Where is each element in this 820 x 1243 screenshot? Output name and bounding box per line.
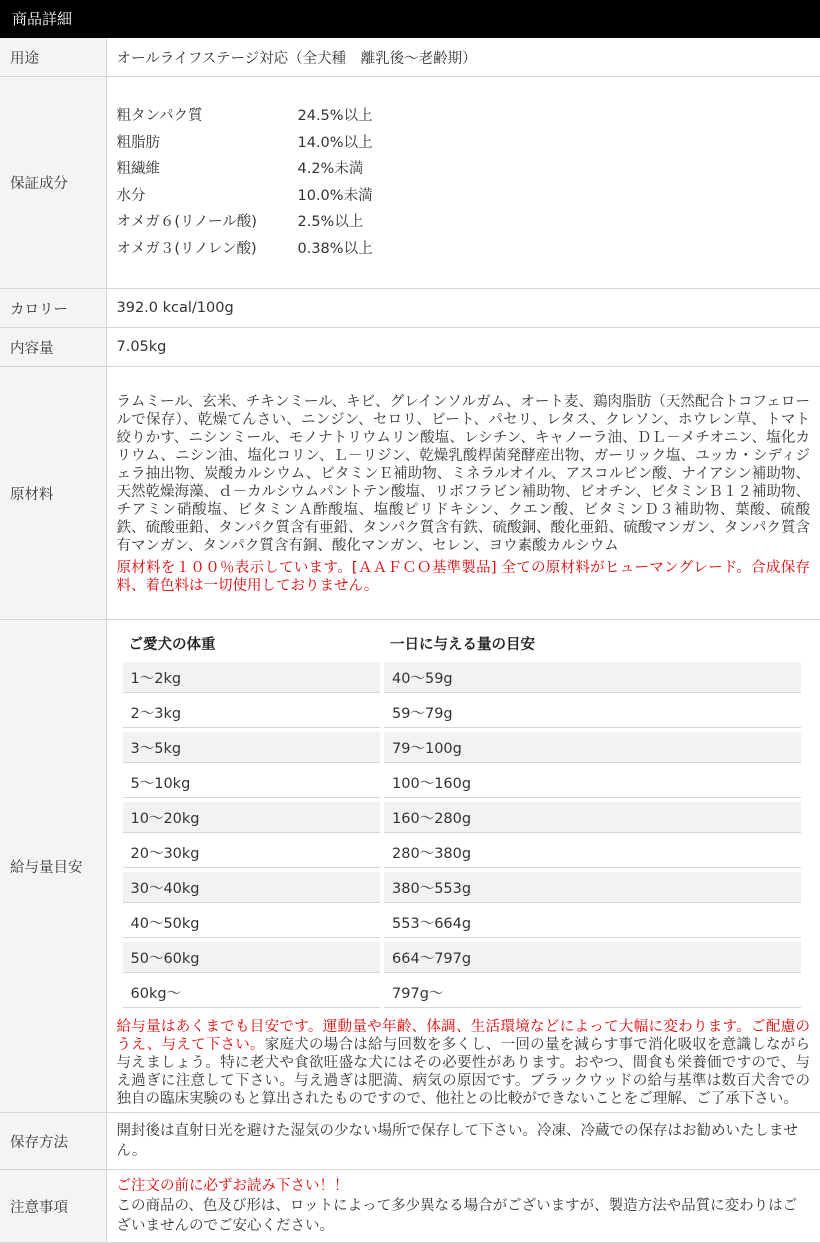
feeding-weight: 10～20kg (123, 802, 381, 833)
row-label: 内容量 (0, 328, 106, 367)
calorie-value: 392.0 kcal/100g (106, 289, 820, 328)
product-detail-table (0, 38, 820, 1243)
guarantee-value: 0.38%以上 (297, 240, 373, 257)
feeding-row (123, 767, 801, 798)
feeding-note-text: 家庭犬の場合は給与回数を多くし、一回の量を減らす事で消化吸収を意識しながら与えましょう。特に老犬や食欲旺盛な犬にはその必要性があります。おやつ、間食も栄養価ですので、与え過ぎに注意して下さい。与え過ぎは肥満、病気の原因です。ブラックウッドの給与基準は数百犬舎での独自の臨床実験のもと算出されたものですので、他社との比較ができないことをご理解、ご了承下さい。 (116, 1037, 811, 1107)
row-label: 保存方法 (0, 1113, 106, 1170)
feeding-amount: 100～160g (384, 767, 800, 798)
guarantee-name: 粗脂肪 (116, 134, 160, 151)
feeding-weight: 60kg～ (123, 977, 381, 1008)
row-guarantee (0, 77, 820, 289)
row-label: 保証成分 (0, 77, 106, 289)
feeding-weight: 5～10kg (123, 767, 381, 798)
feeding-amount: 553～664g (384, 907, 800, 938)
guarantee-name: 水分 (116, 187, 146, 204)
guarantee-value: 10.0%未満 (297, 187, 373, 204)
feeding-row (123, 907, 801, 938)
feeding-col-amount: 一日に与える量の目安 (390, 636, 536, 653)
feeding-amount: 380～553g (384, 872, 800, 903)
guarantee-name: オメガ３(リノレン酸) (116, 240, 257, 257)
ingredients-note: 原材料を１００％表示しています。[ＡＡＦＣＯ基準製品] 全ての原材料がヒューマングレード。合成保存料、着色料は一切使用しておりません。 (116, 560, 810, 594)
row-use (0, 38, 820, 77)
section-header (0, 0, 820, 38)
row-quantity (0, 328, 820, 367)
feeding-weight: 1～2kg (123, 662, 381, 693)
guarantee-name: 粗繊維 (116, 161, 160, 177)
feeding-weight: 20～30kg (123, 837, 381, 868)
feeding-amount: 59～79g (384, 697, 800, 728)
row-label: 原材料 (0, 367, 106, 620)
feeding-amount: 40～59g (384, 662, 800, 693)
row-notice (0, 1170, 820, 1243)
row-label: 用途 (0, 38, 106, 77)
guarantee-value: 14.0%以上 (297, 134, 373, 151)
row-calorie (0, 289, 820, 328)
feeding-note-warning: 給与量はあくまでも目安です。運動量や年齢、体調、生活環境などによって大幅に変わります。ご配慮のうえ、与えて下さい。 (116, 1019, 810, 1053)
guarantee-value: 4.2%未満 (297, 161, 364, 177)
feeding-weight: 3～5kg (123, 732, 381, 763)
section-title: 商品詳細 (12, 10, 73, 28)
row-label: 給与量目安 (0, 620, 106, 1113)
feeding-amount: 160～280g (384, 802, 800, 833)
storage-value: 開封後は直射日光を避けた湿気の少ない場所で保存して下さい。冷凍、冷蔵での保存はお勧めいたしません。 (116, 1123, 798, 1159)
feeding-table (119, 624, 805, 1012)
feeding-row (123, 837, 801, 868)
guarantee-item (117, 156, 811, 183)
guarantee-value: 24.5%以上 (297, 108, 373, 124)
feeding-row (123, 942, 801, 973)
guarantee-item (117, 236, 811, 263)
guarantee-value: 2.5%以上 (297, 214, 364, 230)
feeding-amount: 79～100g (384, 732, 800, 763)
guarantee-item (117, 209, 811, 236)
row-feeding (0, 620, 820, 1113)
feeding-amount: 797g～ (384, 977, 800, 1008)
ingredients-text: ラムミール、玄米、チキンミール、キビ、グレインソルガム、オート麦、鶏肉脂肪（天然配合トコフェロールで保存）、乾燥てんさい、ニンジン、セロリ、ビート、パセリ、レタス、クレソン、ホウレン草、トマト絞りかす、ニシンミール、モノナトリウムリン酸塩、レシチン、キャノーラ油、ＤＬ－メチオニン、塩化カリウム、ニシン油、塩化コリン、Ｌ－リジン、乾燥乳酸桿菌発酵産出物、ガーリック塩、ユッカ・シディジェラ抽出物、炭酸カルシウム、ビタミンＥ補助物、ミネラルオイル、アスコルビン酸、ナイアシン補助物、天然乾燥海藻、ｄ－カルシウムパントテン酸塩、リボフラビン補助物、ビオチン、ビタミンＢ１２補助物、チアミン硝酸塩、ビタミンＡ酢酸塩、塩酸ピリドキシン、クエン酸、ビタミンＤ３補助物、葉酸、硫酸鉄、硫酸亜鉛、タンパク質含有亜鉛、タンパク質含有鉄、硫酸銅、酸化亜鉛、硫酸マンガン、タンパク質含有マンガン、タンパク質含有銅、酸化マンガン、セレン、ヨウ素酸カルシウム (116, 394, 810, 554)
row-label: カロリー (0, 289, 106, 328)
guarantee-name: オメガ６(リノール酸) (116, 214, 257, 230)
feeding-weight: 30～40kg (123, 872, 381, 903)
feeding-row (123, 977, 801, 1008)
feeding-row (123, 697, 801, 728)
feeding-amount: 664～797g (384, 942, 800, 973)
row-ingredients (0, 367, 820, 620)
row-label: 注意事項 (0, 1170, 106, 1243)
notice-warning: ご注文の前に必ずお読み下さい！！ (116, 1178, 349, 1194)
row-storage (0, 1113, 820, 1170)
feeding-row (123, 732, 801, 763)
feeding-row (123, 872, 801, 903)
use-value: オールライフステージ対応（全犬種 離乳後～老齢期） (106, 38, 820, 77)
feeding-row (123, 802, 801, 833)
guarantee-item (117, 130, 811, 157)
notice-value: この商品の、色及び形は、ロットによって多少異なる場合がございますが、製造方法や品質に変わりはございませんのでご安心ください。 (116, 1198, 798, 1234)
feeding-weight: 2～3kg (123, 697, 381, 728)
guarantee-list (117, 103, 811, 262)
guarantee-item (117, 183, 811, 210)
feeding-weight: 50～60kg (123, 942, 381, 973)
feeding-col-weight: ご愛犬の体重 (128, 636, 216, 653)
feeding-weight: 40～50kg (123, 907, 381, 938)
feeding-row (123, 662, 801, 693)
guarantee-name: 粗タンパク質 (116, 108, 203, 124)
feeding-amount: 280～380g (384, 837, 800, 868)
quantity-value: 7.05kg (106, 328, 820, 367)
feeding-note (117, 1018, 811, 1108)
guarantee-item (117, 103, 811, 130)
